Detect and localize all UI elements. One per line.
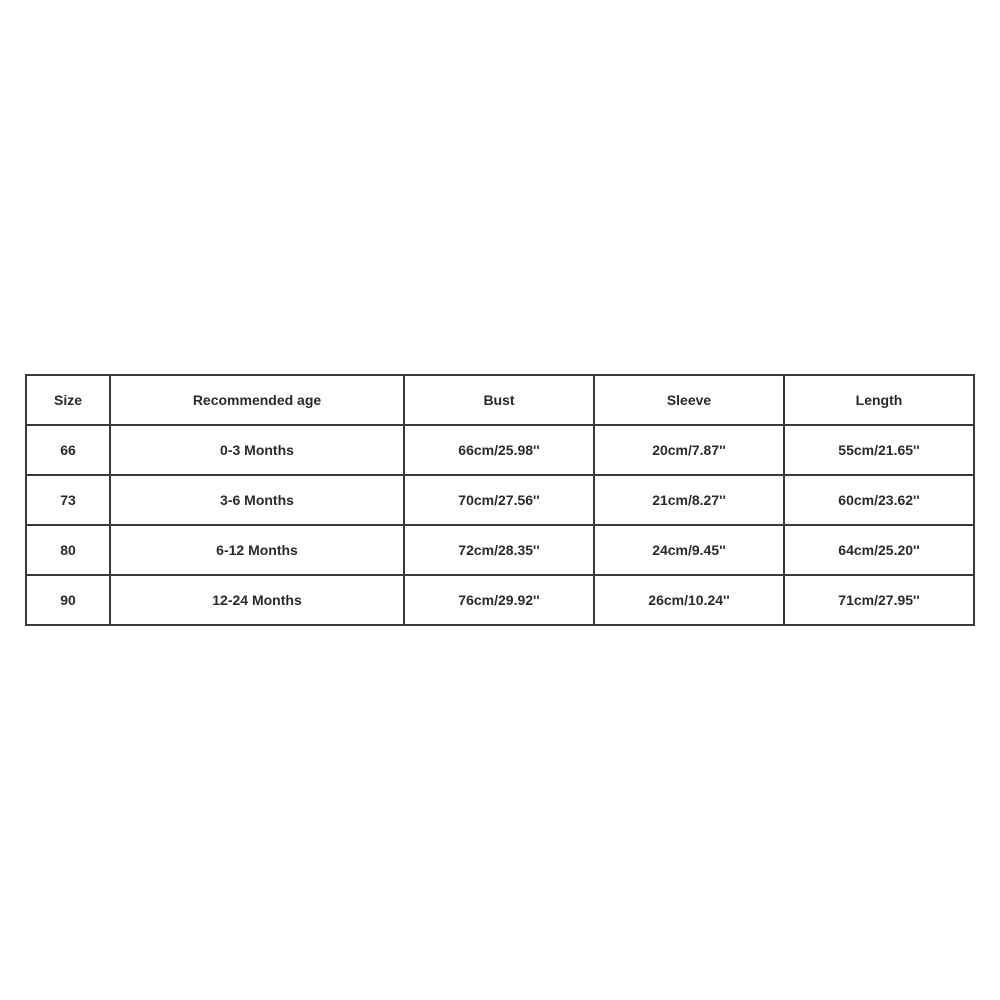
table-row bbox=[26, 475, 974, 525]
cell-bust: 72cm/28.35'' bbox=[404, 525, 594, 575]
cell-recommended-age: 0-3 Months bbox=[110, 425, 404, 475]
table-row bbox=[26, 525, 974, 575]
cell-bust: 66cm/25.98'' bbox=[404, 425, 594, 475]
header-size: Size bbox=[26, 375, 110, 425]
cell-bust: 70cm/27.56'' bbox=[404, 475, 594, 525]
table-row bbox=[26, 575, 974, 625]
cell-length: 55cm/21.65'' bbox=[784, 425, 974, 475]
cell-size: 73 bbox=[26, 475, 110, 525]
cell-bust: 76cm/29.92'' bbox=[404, 575, 594, 625]
cell-length: 60cm/23.62'' bbox=[784, 475, 974, 525]
table-header-row bbox=[26, 375, 974, 425]
header-length: Length bbox=[784, 375, 974, 425]
cell-size: 80 bbox=[26, 525, 110, 575]
header-bust: Bust bbox=[404, 375, 594, 425]
cell-sleeve: 24cm/9.45'' bbox=[594, 525, 784, 575]
cell-sleeve: 21cm/8.27'' bbox=[594, 475, 784, 525]
cell-recommended-age: 12-24 Months bbox=[110, 575, 404, 625]
header-sleeve: Sleeve bbox=[594, 375, 784, 425]
cell-recommended-age: 6-12 Months bbox=[110, 525, 404, 575]
cell-size: 90 bbox=[26, 575, 110, 625]
cell-length: 64cm/25.20'' bbox=[784, 525, 974, 575]
cell-sleeve: 20cm/7.87'' bbox=[594, 425, 784, 475]
cell-size: 66 bbox=[26, 425, 110, 475]
header-recommended-age: Recommended age bbox=[110, 375, 404, 425]
cell-length: 71cm/27.95'' bbox=[784, 575, 974, 625]
cell-sleeve: 26cm/10.24'' bbox=[594, 575, 784, 625]
table-row bbox=[26, 425, 974, 475]
size-chart-table bbox=[25, 374, 975, 626]
cell-recommended-age: 3-6 Months bbox=[110, 475, 404, 525]
